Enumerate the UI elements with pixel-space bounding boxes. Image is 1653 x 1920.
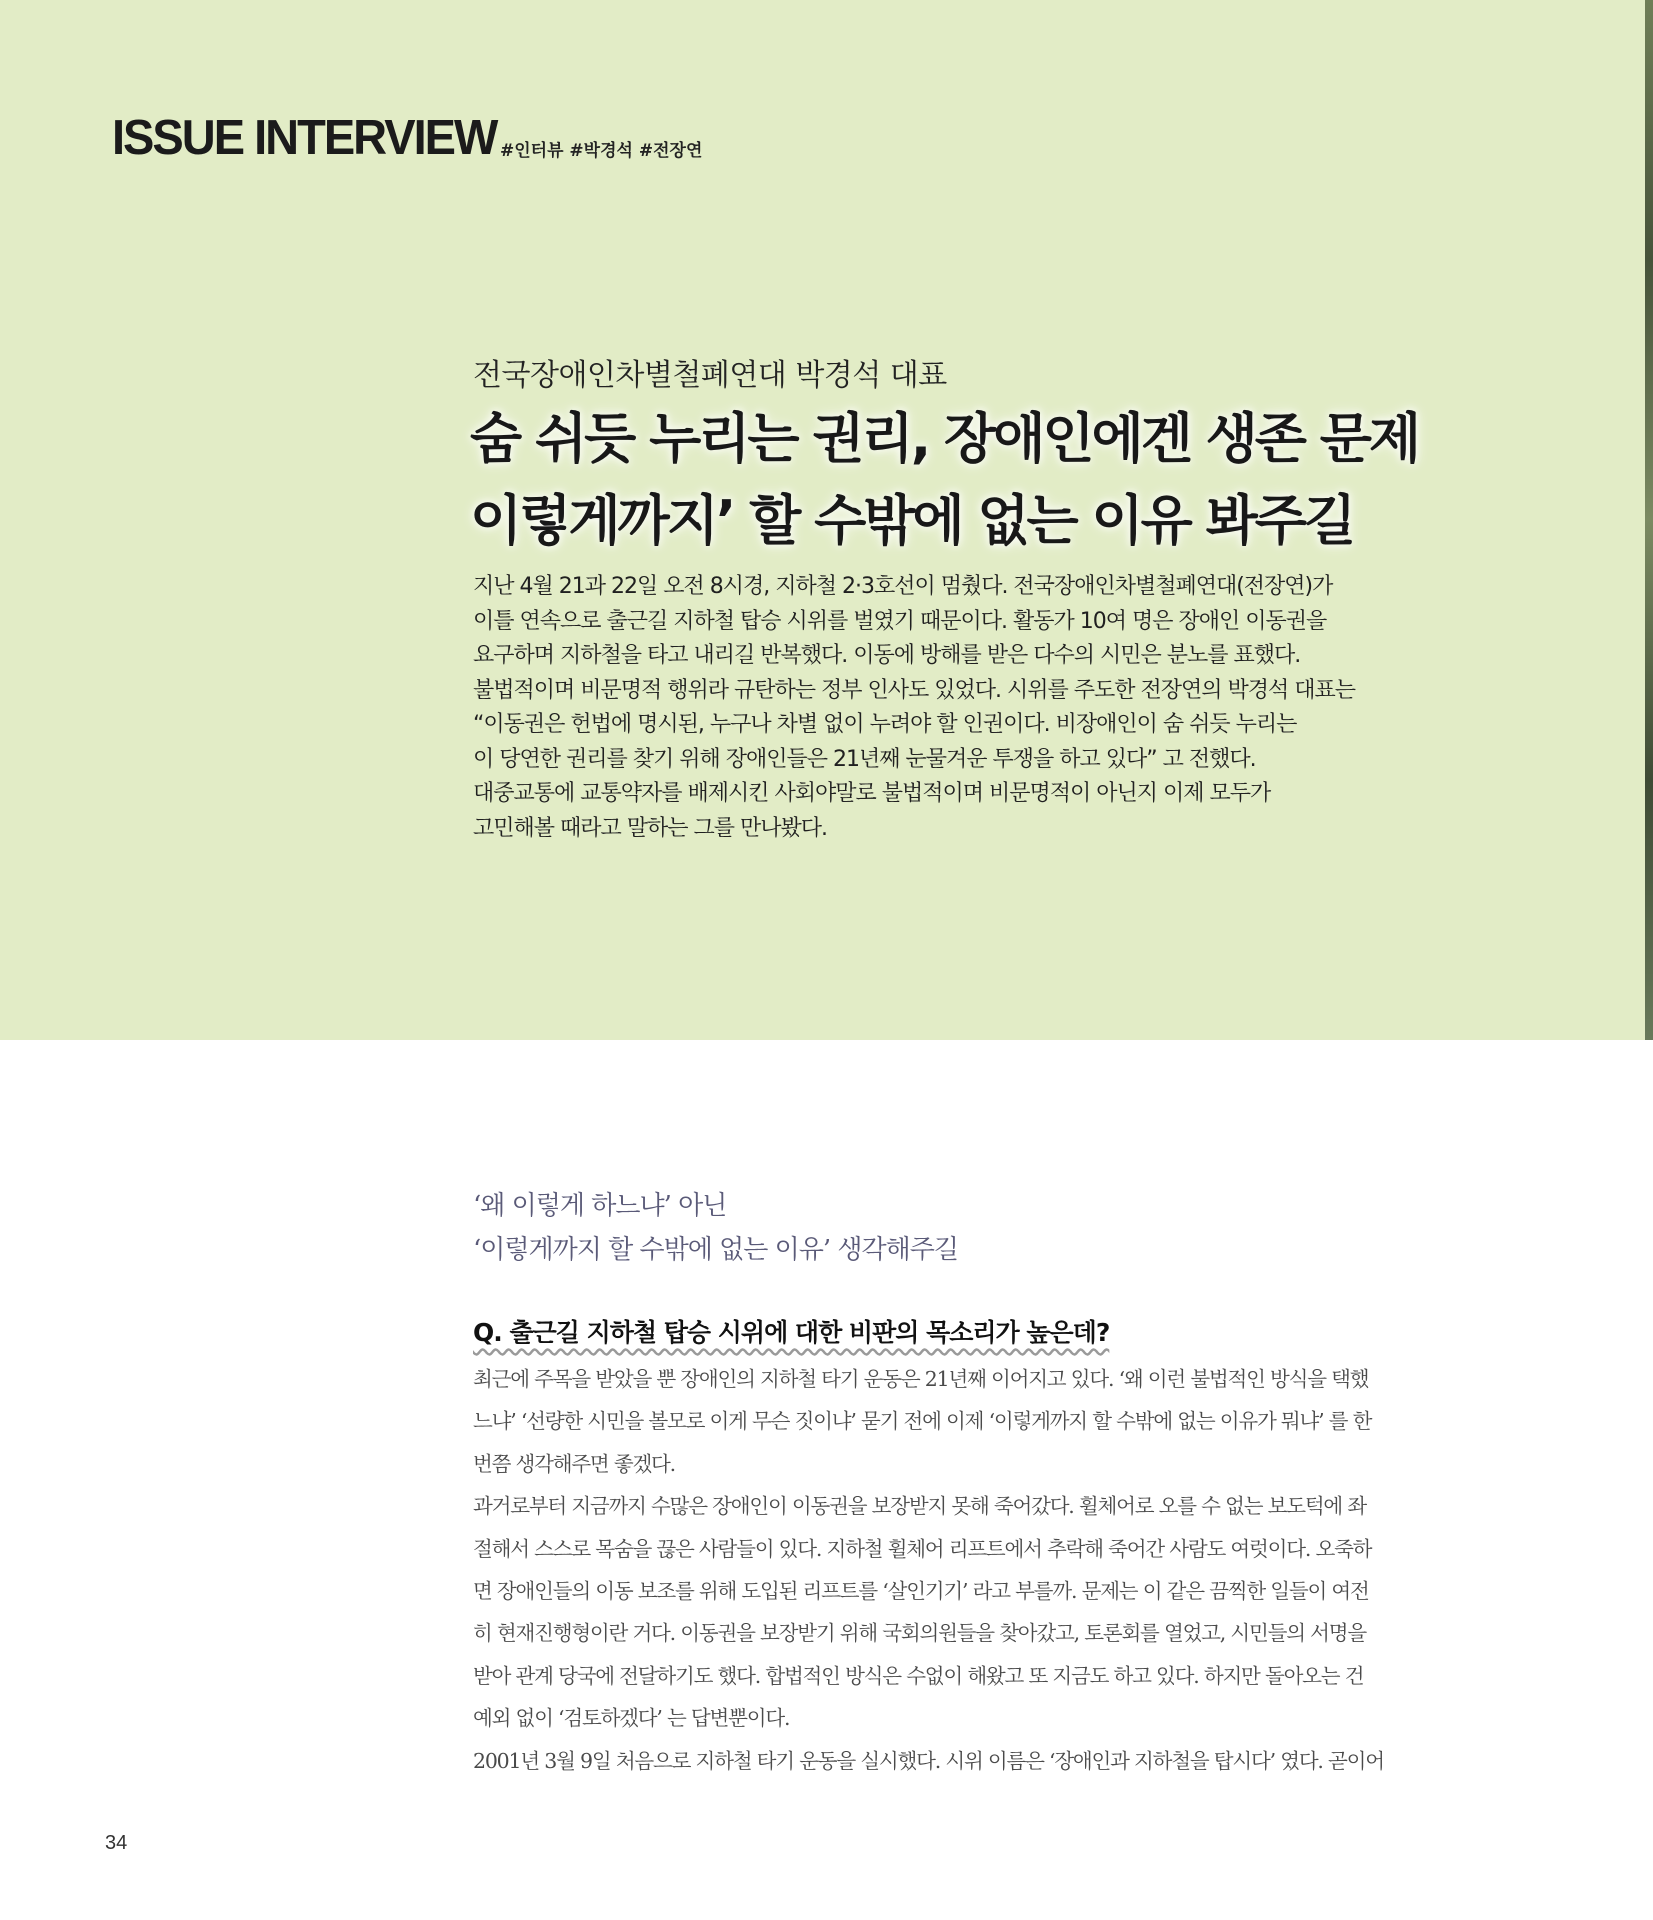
headline-line: 숨 쉬듯 누리는 권리, 장애인에겐 생존 문제 xyxy=(470,407,1419,470)
lead-line: 이틀 연속으로 출근길 지하철 탑승 시위를 벌였기 때문이다. 활동가 10여 명은 장애인 이동권을 xyxy=(473,608,1327,634)
answer-line: 예외 없이 ‘검토하겠다’ 는 답변뿐이다. xyxy=(473,1706,790,1731)
lead-line: “이동권은 헌법에 명시된, 누구나 차별 없이 누려야 할 인권이다. 비장애인이 숨 쉬듯 누리는 xyxy=(473,712,1297,737)
answer-line: 2001년 3월 9일 처음으로 지하철 타기 운동을 실시했다. 시위 이름은 ‘장애인과 지하철을 탑시다’ 였다. 곧이어 xyxy=(473,1748,1384,1773)
answer-line: 받아 관계 당국에 전달하기도 했다. 합법적인 방식은 수없이 해왔고 또 지금도 하고 있다. 하지만 돌아오는 건 xyxy=(473,1663,1364,1688)
article-headline xyxy=(470,398,1570,562)
lead-line: 요구하며 지하철을 타고 내리길 반복했다. 이동에 방해를 받은 다수의 시민은 분노를 표했다. xyxy=(473,643,1301,668)
lead-line: 불법적이며 비문명적 행위라 규탄하는 정부 인사도 있었다. 시위를 주도한 전장연의 박경석 대표는 xyxy=(473,677,1356,703)
article-subtitle: 전국장애인차별철폐연대 박경석 대표 xyxy=(473,358,947,393)
pull-quote-line: ‘이렇게까지 할 수밖에 없는 이유’ 생각해주길 xyxy=(473,1235,958,1265)
lead-line: 지난 4월 21과 22일 오전 8시경, 지하철 2·3호선이 멈췄다. 전국장애인차별철폐연대(전장연)가 xyxy=(473,574,1333,599)
photo-edge-strip xyxy=(1645,0,1653,1040)
lead-line: 이 당연한 권리를 찾기 위해 장애인들은 21년째 눈물겨운 투쟁을 하고 있다” 고 전했다. xyxy=(473,746,1256,772)
lead-line: 대중교통에 교통약자를 배제시킨 사회야말로 불법적이며 비문명적이 아닌지 이제 모두가 xyxy=(473,781,1271,806)
lead-paragraph xyxy=(473,570,1473,846)
section-label: ISSUE INTERVIEW xyxy=(112,109,497,165)
answer-line: 느냐’ ‘선량한 시민을 볼모로 이게 무슨 짓이냐’ 묻기 전에 이제 ‘이렇게까지 할 수밖에 없는 이유가 뭐냐’ 를 한 xyxy=(473,1409,1372,1434)
answer-line: 면 장애인들의 이동 보조를 위해 도입된 리프트를 ‘살인기기’ 라고 부를까. 문제는 이 같은 끔찍한 일들이 여전 xyxy=(473,1579,1369,1604)
lead-line: 고민해볼 때라고 말하는 그를 만나봤다. xyxy=(473,815,827,841)
interview-question: Q. 출근길 지하철 탑승 시위에 대한 비판의 목소리가 높은데? xyxy=(473,1318,1110,1347)
hashtag-list: #인터뷰 #박경석 #전장연 xyxy=(500,141,703,161)
interview-answer xyxy=(473,1358,1483,1782)
headline-line: 이렇게까지’ 할 수밖에 없는 이유 봐주길 xyxy=(470,489,1354,552)
answer-line: 번쯤 생각해주면 좋겠다. xyxy=(473,1451,675,1476)
pull-quote xyxy=(473,1184,958,1272)
pull-quote-line: ‘왜 이렇게 하느냐’ 아닌 xyxy=(473,1191,727,1221)
answer-line: 절해서 스스로 목숨을 끊은 사람들이 있다. 지하철 휠체어 리프트에서 추락해 죽어간 사람도 여럿이다. 오죽하 xyxy=(473,1536,1372,1561)
page-number: 34 xyxy=(105,1832,128,1854)
answer-line: 히 현재진행형이란 거다. 이동권을 보장받기 위해 국회의원들을 찾아갔고, 토론회를 열었고, 시민들의 서명을 xyxy=(473,1621,1366,1646)
answer-line: 과거로부터 지금까지 수많은 장애인이 이동권을 보장받지 못해 죽어갔다. 휠체어로 오를 수 없는 보도턱에 좌 xyxy=(473,1494,1366,1519)
answer-line: 최근에 주목을 받았을 뿐 장애인의 지하철 타기 운동은 21년째 이어지고 있다. ‘왜 이런 불법적인 방식을 택했 xyxy=(473,1367,1369,1391)
